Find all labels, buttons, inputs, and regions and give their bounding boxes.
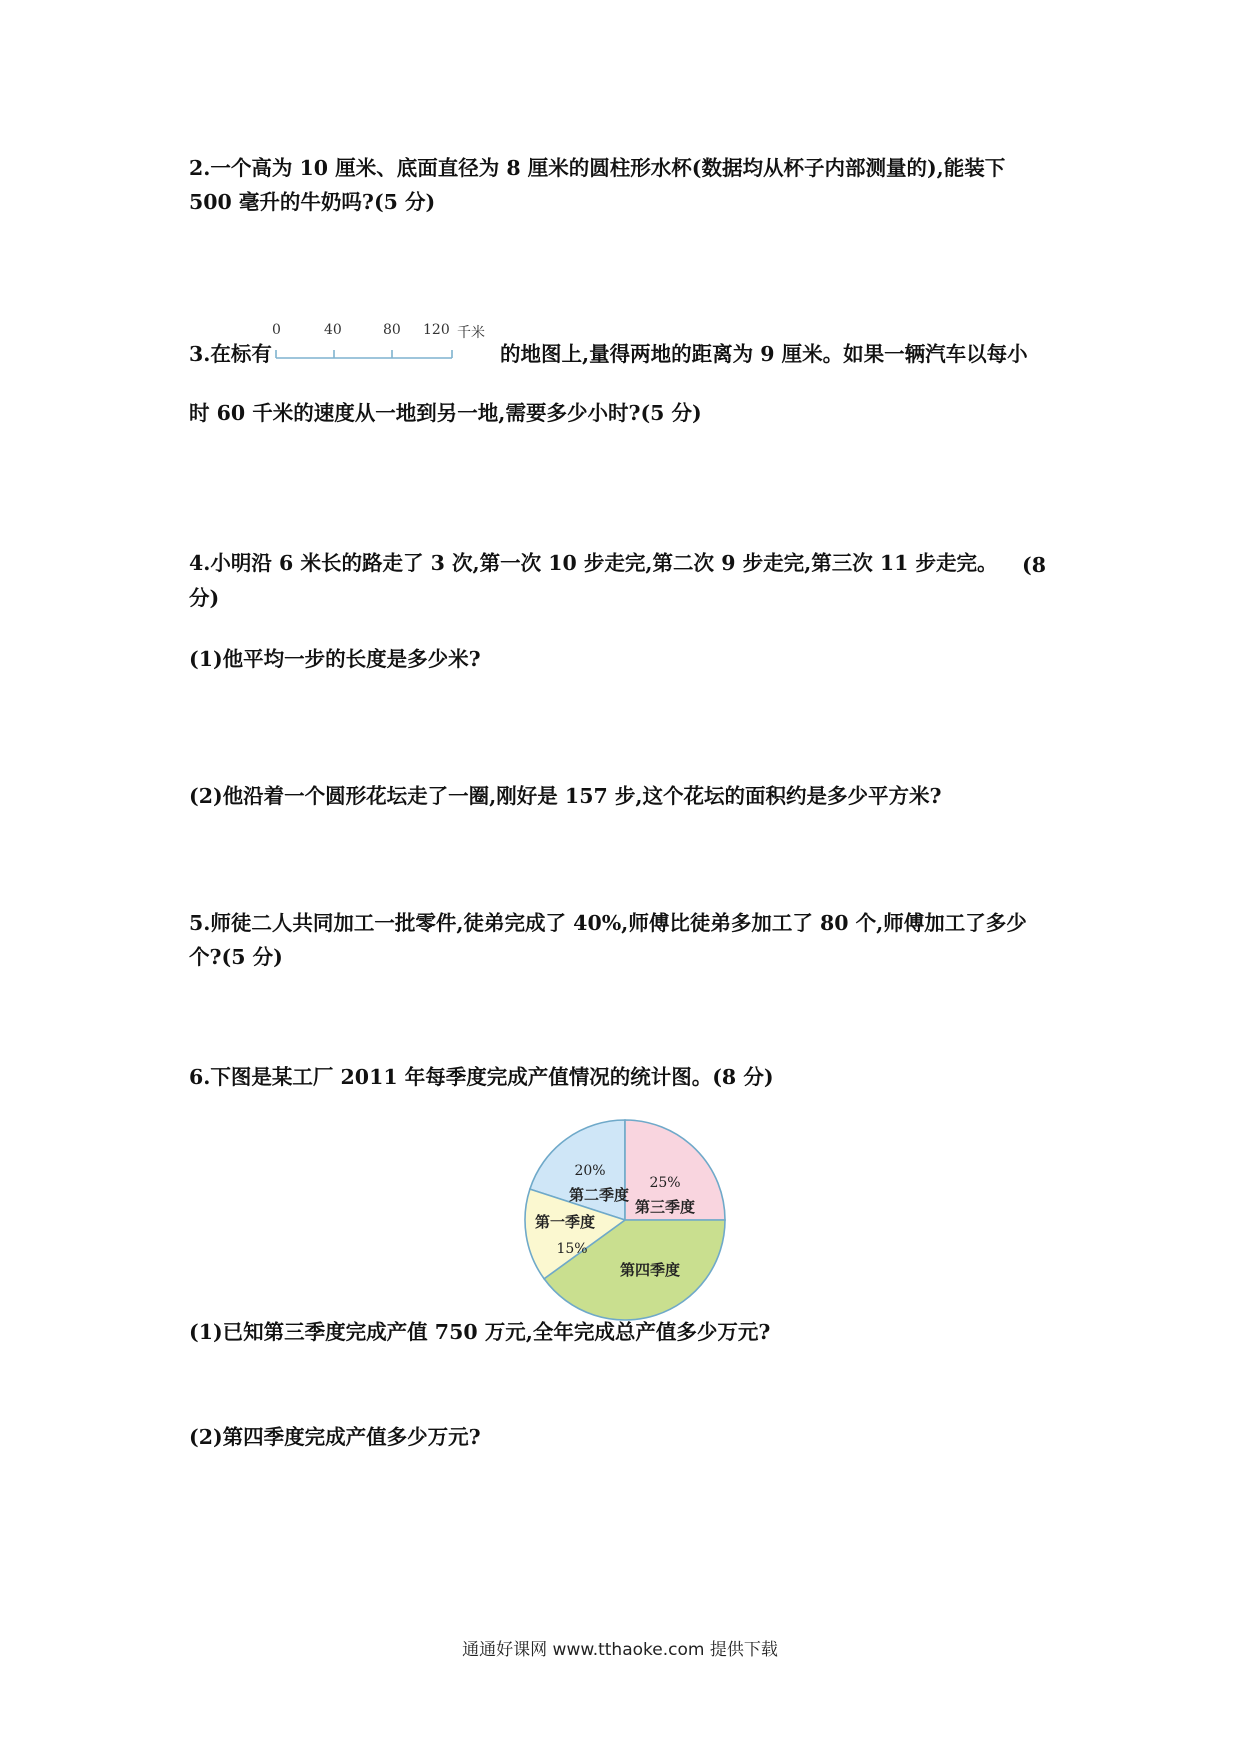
- q2-line-1: 2.一个高为 10 厘米、底面直径为 8 厘米的圆柱形水杯(数据均从杯子内部测量的),能装下: [189, 156, 1006, 180]
- map-scale-bar: [272, 322, 508, 362]
- pie-slice-percent-label: 15%: [556, 1241, 588, 1257]
- pie-slice-percent-label: 20%: [574, 1163, 606, 1179]
- scale-tick-label-0: 0: [272, 322, 281, 338]
- q4-score-close: 分): [189, 586, 220, 610]
- q3-line-1-suffix: 的地图上,量得两地的距离为 9 厘米。如果一辆汽车以每小: [500, 342, 1028, 366]
- pie-slice-name-label: 第二季度: [568, 1186, 630, 1204]
- q2-line-2: 500 毫升的牛奶吗?(5 分): [189, 190, 436, 214]
- pie-slice-percent-label: 25%: [649, 1175, 681, 1191]
- q4-sub-question-1: (1)他平均一步的长度是多少米?: [189, 647, 481, 671]
- scale-tick-label-80: 80: [383, 322, 401, 338]
- scale-bar-line: [272, 322, 508, 362]
- q4-line-1: 4.小明沿 6 米长的路走了 3 次,第一次 10 步走完,第二次 9 步走完,第三次 11 步走完。: [189, 551, 998, 575]
- q3-line-1-prefix: 3.在标有: [189, 342, 272, 366]
- q6-sub-question-2: (2)第四季度完成产值多少万元?: [189, 1425, 481, 1449]
- scale-tick-label-40: 40: [324, 322, 342, 338]
- q5-line-2: 个?(5 分): [189, 945, 283, 969]
- footer-source: 通通好课网 www.tthaoke.com 提供下载: [462, 1640, 778, 1660]
- q4-sub-question-2: (2)他沿着一个圆形花坛走了一圈,刚好是 157 步,这个花坛的面积约是多少平方米?: [189, 784, 942, 808]
- q3-line-2: 时 60 千米的速度从一地到另一地,需要多少小时?(5 分): [189, 401, 702, 425]
- pie-slice-name-label: 第一季度: [534, 1213, 596, 1231]
- quarterly-output-pie-chart: [500, 1100, 750, 1340]
- scale-tick-label-120: 120: [423, 322, 450, 338]
- pie-slice-name-label: 第三季度: [634, 1198, 696, 1216]
- q5-line-1: 5.师徒二人共同加工一批零件,徒弟完成了 40%,师傅比徒弟多加工了 80 个,师傅加工了多少: [189, 911, 1027, 935]
- q4-score-open: (8: [1022, 553, 1046, 577]
- q6-sub-question-1: (1)已知第三季度完成产值 750 万元,全年完成总产值多少万元?: [189, 1320, 771, 1344]
- pie-slice-name-label: 第四季度: [619, 1261, 681, 1279]
- scale-unit-label: 千米: [457, 325, 485, 341]
- q6-line-1: 6.下图是某工厂 2011 年每季度完成产值情况的统计图。(8 分): [189, 1065, 774, 1089]
